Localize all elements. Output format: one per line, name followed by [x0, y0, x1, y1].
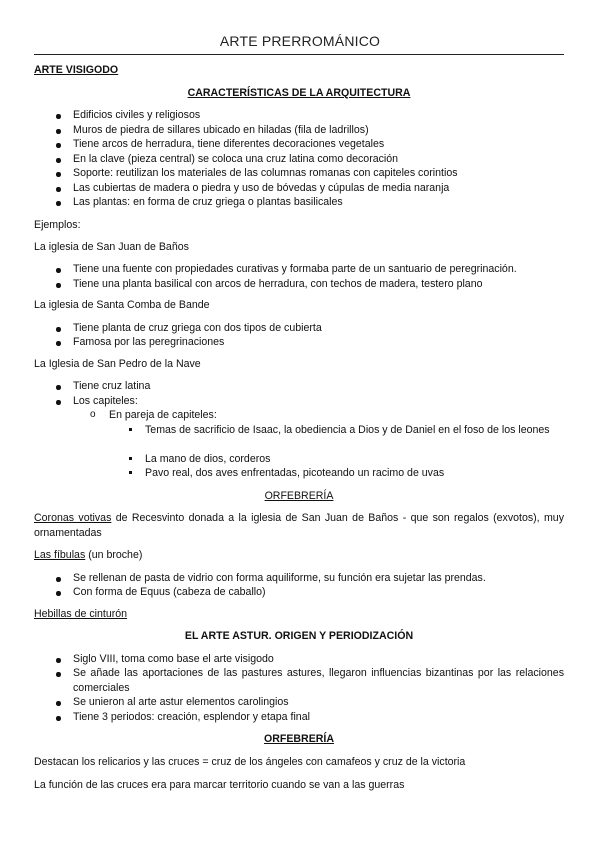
- church-name: La iglesia de Santa Comba de Bande: [34, 299, 210, 311]
- bullet-icon: [56, 591, 61, 596]
- bullet-icon: [56, 716, 61, 721]
- page-title: ARTE PRERROMÁNICO: [219, 33, 381, 49]
- section-heading-astur: EL ARTE ASTUR. ORIGEN Y PERIODIZACIÓN: [184, 630, 414, 642]
- sub-list-item: En pareja de capiteles:: [109, 409, 217, 421]
- bullet-icon: [56, 672, 61, 677]
- bullet-icon: [56, 129, 61, 134]
- bullet-icon: [56, 701, 61, 706]
- fibulas-text: (un broche): [85, 549, 143, 561]
- subheading-orfebreria-astur: ORFEBRERÍA: [263, 733, 335, 745]
- bullet-icon: [56, 268, 61, 273]
- bullet-icon: [56, 400, 61, 405]
- list-item: En la clave (pieza central) se coloca una cruz latina como decoración: [73, 153, 399, 165]
- fibulas-line: [34, 548, 142, 563]
- list-item: Los capiteles:: [73, 395, 138, 407]
- square-bullet-icon: [129, 457, 132, 460]
- bullet-icon: [56, 577, 61, 582]
- bullet-icon: [56, 327, 61, 332]
- list-item: Tiene planta de cruz griega con dos tipos de cubierta: [73, 322, 322, 334]
- church-name: La Iglesia de San Pedro de la Nave: [34, 358, 201, 370]
- title-divider: [34, 54, 564, 55]
- bullet-icon: [56, 143, 61, 148]
- bullet-icon: [56, 172, 61, 177]
- list-item: Famosa por las peregrinaciones: [73, 336, 225, 348]
- sub-sub-list-item: Pavo real, dos aves enfrentadas, picoteando un racimo de uvas: [145, 467, 445, 479]
- coronas-paragraph: [34, 511, 564, 540]
- list-item: Tiene una fuente con propiedades curativas y formaba parte de un santuario de peregrinación.: [73, 263, 517, 275]
- fibulas-term: Las fíbulas: [34, 549, 86, 561]
- square-bullet-icon: [129, 428, 132, 431]
- square-bullet-icon: [129, 471, 132, 474]
- bullet-icon: [56, 283, 61, 288]
- list-item: Siglo VIII, toma como base el arte visigodo: [73, 653, 274, 665]
- sub-sub-list-item: Temas de sacrificio de Isaac, la obediencia a Dios y de Daniel en el foso de los leones: [145, 424, 550, 436]
- subheading-orfebreria: ORFEBRERÍA: [264, 490, 334, 502]
- sub-sub-list-item: La mano de dios, corderos: [145, 453, 271, 465]
- list-item: Se unieron al arte astur elementos carolingios: [73, 696, 289, 708]
- bullet-icon: [56, 341, 61, 346]
- hebillas-label: Hebillas de cinturón: [34, 608, 128, 620]
- church-name: La iglesia de San Juan de Baños: [34, 241, 189, 253]
- paragraph: La función de las cruces era para marcar territorio cuando se van a las guerras: [34, 779, 405, 791]
- list-item: Tiene una planta basilical con arcos de herradura, con techos de madera, testero plano: [73, 278, 483, 290]
- list-item: Se rellenan de pasta de vidrio con forma aquiliforme, su función era sujetar las prendas.: [73, 572, 486, 584]
- list-item: Tiene cruz latina: [73, 380, 151, 392]
- list-item: Se añade las aportaciones de las pastures astures, llegaron influencias bizantinas por las relaciones comerciales: [73, 667, 564, 694]
- list-item: Soporte: reutilizan los materiales de las columnas romanas con capiteles corintios: [73, 167, 458, 179]
- circle-bullet-icon: o: [90, 409, 96, 420]
- coronas-text: de Recesvinto donada a la iglesia de San Juan de Baños - que son regalos (exvotos), muy ornamentadas: [34, 512, 564, 539]
- list-item: Edificios civiles y religiosos: [73, 109, 201, 121]
- bullet-icon: [56, 187, 61, 192]
- subheading-arquitectura: CARACTERÍSTICAS DE LA ARQUITECTURA: [187, 87, 411, 99]
- list-item: Con forma de Equus (cabeza de caballo): [73, 586, 266, 598]
- bullet-icon: [56, 201, 61, 206]
- coronas-term: Coronas votivas: [34, 512, 112, 524]
- bullet-icon: [56, 114, 61, 119]
- list-item: Tiene 3 periodos: creación, esplendor y etapa final: [73, 711, 310, 723]
- section-heading-visigodo: ARTE VISIGODO: [34, 64, 119, 76]
- list-item: Las cubiertas de madera o piedra y uso de bóvedas y cúpulas de media naranja: [73, 182, 450, 194]
- list-item: Las plantas: en forma de cruz griega o plantas basilicales: [73, 196, 343, 208]
- list-item: Muros de piedra de sillares ubicado en hiladas (fila de ladrillos): [73, 124, 369, 136]
- bullet-icon: [56, 658, 61, 663]
- examples-label: Ejemplos:: [34, 219, 81, 231]
- bullet-icon: [56, 385, 61, 390]
- bullet-icon: [56, 158, 61, 163]
- list-item: Tiene arcos de herradura, tiene diferentes decoraciones vegetales: [73, 138, 385, 150]
- paragraph: Destacan los relicarios y las cruces = cruz de los ángeles con camafeos y cruz de la victoria: [34, 756, 466, 768]
